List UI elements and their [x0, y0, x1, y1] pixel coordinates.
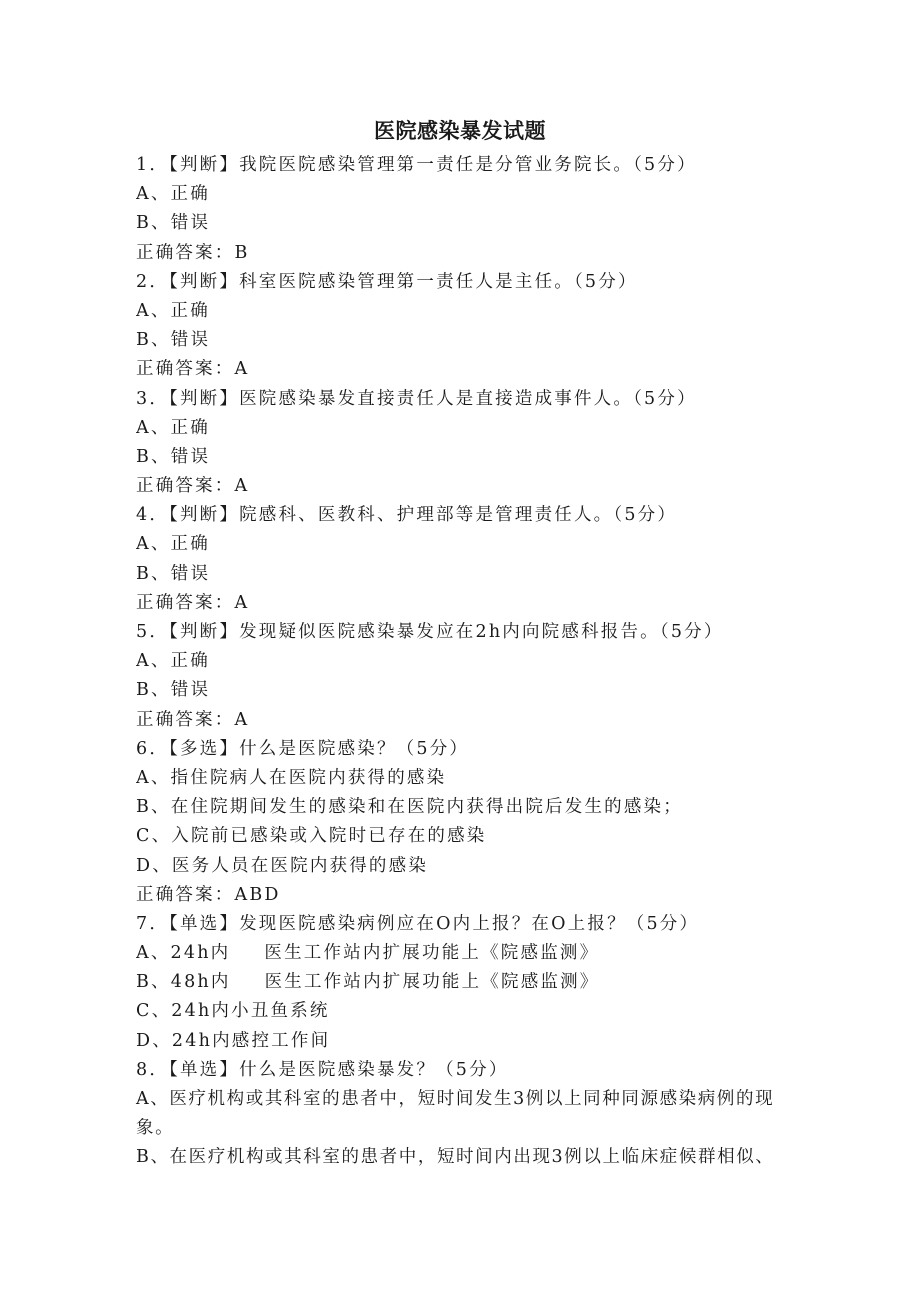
option-a [136, 939, 786, 968]
option-b-time: B、48h内 [136, 972, 231, 993]
option-a-time: A、24h内 [136, 943, 231, 964]
option-a: A、医疗机构或其科室的患者中，短时间发生3例以上同种同源感染病例的现象。 [136, 1089, 775, 1139]
answer-line [136, 355, 786, 384]
question-stem: 8．【单选】什么是医院感染暴发？（5分） [136, 1059, 509, 1080]
answer-label: 正确答案： [136, 242, 235, 263]
answer-line [136, 239, 786, 268]
answer-line [136, 589, 786, 618]
answer-value: B [234, 242, 250, 263]
option-b-location: 医生工作站内扩展功能上《院感监测》 [264, 972, 600, 993]
option-c: C、24h内小丑鱼系统 [136, 1001, 330, 1022]
question-block [136, 151, 786, 268]
answer-value: A [234, 592, 250, 613]
answer-value: ABD [234, 884, 281, 905]
option-d: D、24h内感控工作间 [136, 1030, 331, 1051]
option-d: D、医务人员在医院内获得的感染 [136, 855, 429, 876]
answer-value: A [234, 359, 250, 380]
option-b: B、在住院期间发生的感染和在医院内获得出院后发生的感染； [136, 797, 683, 818]
answer-value: A [234, 709, 250, 730]
answer-label: 正确答案： [136, 359, 235, 380]
answer-label: 正确答案： [136, 709, 235, 730]
option-a: A、正确 [136, 534, 210, 555]
option-a: A、正确 [136, 184, 210, 205]
answer-value: A [234, 476, 250, 497]
option-b: B、错误 [136, 563, 211, 584]
option-b: B、错误 [136, 446, 211, 467]
question-stem: 6．【多选】什么是医院感染？（5分） [136, 738, 470, 759]
option-a: A、正确 [136, 300, 210, 321]
document-title: 医院感染暴发试题 [374, 119, 546, 143]
option-a: A、指住院病人在医院内获得的感染 [136, 767, 447, 788]
question-block [136, 735, 786, 910]
option-b: B、错误 [136, 213, 211, 234]
question-block [136, 1056, 786, 1173]
question-block [136, 268, 786, 385]
option-a-location: 医生工作站内扩展功能上《院感监测》 [264, 943, 600, 964]
question-list [136, 151, 786, 1173]
question-stem: 7．【单选】发现医院感染病例应在O内上报？在O上报？（5分） [136, 913, 700, 934]
answer-label: 正确答案： [136, 592, 235, 613]
question-stem: 4．【判断】院感科、医教科、护理部等是管理责任人。（5分） [136, 505, 678, 526]
question-block [136, 501, 786, 618]
question-stem: 3．【判断】医院感染暴发直接责任人是直接造成事件人。（5分） [136, 388, 697, 409]
option-a: A、正确 [136, 651, 210, 672]
question-stem: 5．【判断】发现疑似医院感染暴发应在2h内向院感科报告。（5分） [136, 622, 724, 642]
option-b: B、错误 [136, 680, 211, 701]
option-b: B、错误 [136, 330, 211, 351]
answer-line [136, 706, 786, 735]
answer-line [136, 472, 786, 501]
question-block [136, 385, 786, 502]
question-block [136, 910, 786, 1056]
option-b [136, 968, 786, 997]
question-block [136, 618, 786, 735]
option-b: B、在医疗机构或其科室的患者中，短时间内出现3例以上临床症候群相似、 [136, 1147, 775, 1168]
question-stem: 2．【判断】科室医院感染管理第一责任人是主任。（5分） [136, 271, 638, 292]
question-stem: 1．【判断】我院医院感染管理第一责任是分管业务院长。（5分） [136, 155, 697, 175]
answer-line [136, 881, 786, 910]
answer-label: 正确答案： [136, 884, 235, 905]
answer-label: 正确答案： [136, 476, 235, 497]
option-c: C、入院前已感染或入院时已存在的感染 [136, 826, 487, 847]
option-a: A、正确 [136, 417, 210, 438]
